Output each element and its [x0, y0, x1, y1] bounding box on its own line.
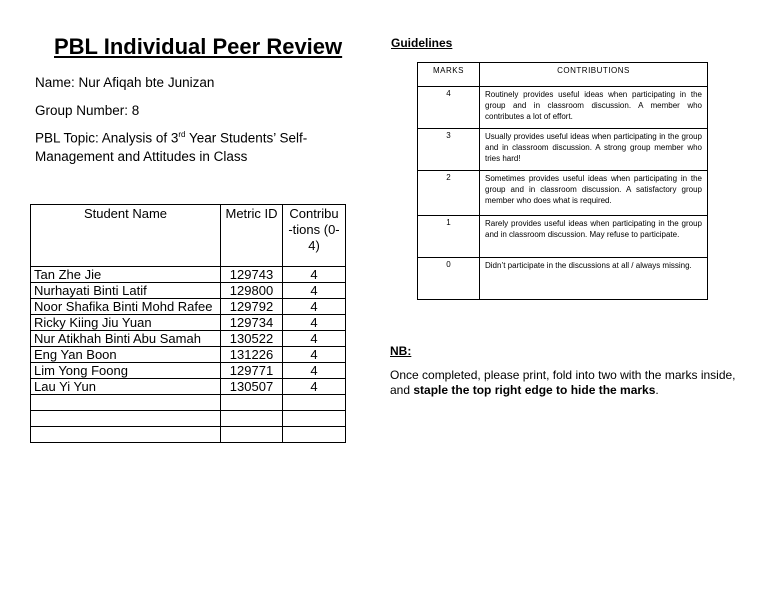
guideline-row	[418, 258, 708, 300]
student-name-cell: Lim Yong Foong	[31, 363, 221, 379]
guideline-row	[418, 171, 708, 216]
empty-cell	[31, 427, 221, 443]
topic-line-1	[35, 130, 307, 146]
guideline-row	[418, 87, 708, 129]
students-header-row	[31, 205, 346, 267]
contribution-cell: 4	[283, 283, 346, 299]
contribution-cell: 4	[283, 331, 346, 347]
nb-text-plain: Once completed, please print, fold into two with the marks inside, and	[390, 368, 736, 397]
contribution-cell: 4	[283, 379, 346, 395]
empty-cell	[283, 411, 346, 427]
group-number-line: Group Number: 8	[35, 103, 140, 118]
empty-cell	[221, 395, 283, 411]
topic-superscript: rd	[178, 130, 186, 139]
student-name-line: Name: Nur Afiqah bte Junizan	[35, 75, 215, 90]
table-row	[31, 347, 346, 363]
table-row	[31, 315, 346, 331]
table-row	[31, 363, 346, 379]
mark-cell: 4	[418, 87, 480, 129]
guideline-row	[418, 129, 708, 171]
topic-line-2: Management and Attitudes in Class	[35, 149, 248, 164]
empty-cell	[283, 395, 346, 411]
students-body	[31, 267, 346, 443]
student-name-cell: Nurhayati Binti Latif	[31, 283, 221, 299]
contribution-description-cell: Didn’t participate in the discussions at all / always missing.	[480, 258, 708, 300]
empty-cell	[221, 411, 283, 427]
header-student-name: Student Name	[31, 205, 221, 267]
mark-cell: 2	[418, 171, 480, 216]
mark-cell: 1	[418, 216, 480, 258]
table-row	[31, 267, 346, 283]
header-marks: MARKS	[418, 63, 480, 87]
nb-heading: NB:	[390, 344, 412, 358]
empty-table-row	[31, 427, 346, 443]
table-row	[31, 299, 346, 315]
metric-id-cell: 130507	[221, 379, 283, 395]
contribution-cell: 4	[283, 299, 346, 315]
contribution-cell: 4	[283, 315, 346, 331]
student-name-cell: Tan Zhe Jie	[31, 267, 221, 283]
guideline-row	[418, 216, 708, 258]
header-contributions-desc: CONTRIBUTIONS	[480, 63, 708, 87]
metric-id-cell: 129792	[221, 299, 283, 315]
guidelines-table	[417, 62, 708, 300]
nb-text-end: .	[655, 383, 659, 397]
table-row	[31, 331, 346, 347]
metric-id-cell: 129743	[221, 267, 283, 283]
nb-text-bold: staple the top right edge to hide the marks	[413, 383, 656, 397]
header-metric-id: Metric ID	[221, 205, 283, 267]
contribution-description-cell: Sometimes provides useful ideas when participating in the group and in classroom discussion. A satisfactory group member who does what is required.	[480, 171, 708, 216]
empty-cell	[221, 427, 283, 443]
contribution-description-cell: Routinely provides useful ideas when participating in the group and in classroom discussion. A member who contributes a lot of effort.	[480, 87, 708, 129]
contribution-description-cell: Usually provides useful ideas when participating in the group and in classroom discussion. A strong group member who tries hard!	[480, 129, 708, 171]
students-table	[30, 204, 346, 443]
guidelines-body	[418, 87, 708, 300]
metric-id-cell: 129800	[221, 283, 283, 299]
contribution-cell: 4	[283, 347, 346, 363]
page-title: PBL Individual Peer Review	[54, 34, 343, 59]
contribution-description-cell: Rarely provides useful ideas when participating in the group and in classroom discussion. May refuse to participate.	[480, 216, 708, 258]
student-name-cell: Ricky Kiing Jiu Yuan	[31, 315, 221, 331]
table-row	[31, 283, 346, 299]
guidelines-header-row	[418, 63, 708, 87]
empty-cell	[31, 411, 221, 427]
metric-id-cell: 129734	[221, 315, 283, 331]
mark-cell: 3	[418, 129, 480, 171]
contribution-cell: 4	[283, 363, 346, 379]
metric-id-cell: 129771	[221, 363, 283, 379]
metric-id-cell: 130522	[221, 331, 283, 347]
empty-table-row	[31, 395, 346, 411]
nb-text	[390, 368, 740, 398]
student-name-cell: Nur Atikhah Binti Abu Samah	[31, 331, 221, 347]
contribution-cell: 4	[283, 267, 346, 283]
guidelines-heading: Guidelines	[391, 36, 453, 50]
empty-cell	[283, 427, 346, 443]
student-name-cell: Noor Shafika Binti Mohd Rafee	[31, 299, 221, 315]
mark-cell: 0	[418, 258, 480, 300]
metric-id-cell: 131226	[221, 347, 283, 363]
topic-prefix: PBL Topic: Analysis of 3	[35, 130, 179, 146]
student-name-cell: Lau Yi Yun	[31, 379, 221, 395]
header-contributions: Contribu -tions (0-4)	[283, 205, 346, 267]
empty-cell	[31, 395, 221, 411]
empty-table-row	[31, 411, 346, 427]
topic-rest: Year Students’ Self-	[185, 130, 308, 146]
table-row	[31, 379, 346, 395]
student-name-cell: Eng Yan Boon	[31, 347, 221, 363]
